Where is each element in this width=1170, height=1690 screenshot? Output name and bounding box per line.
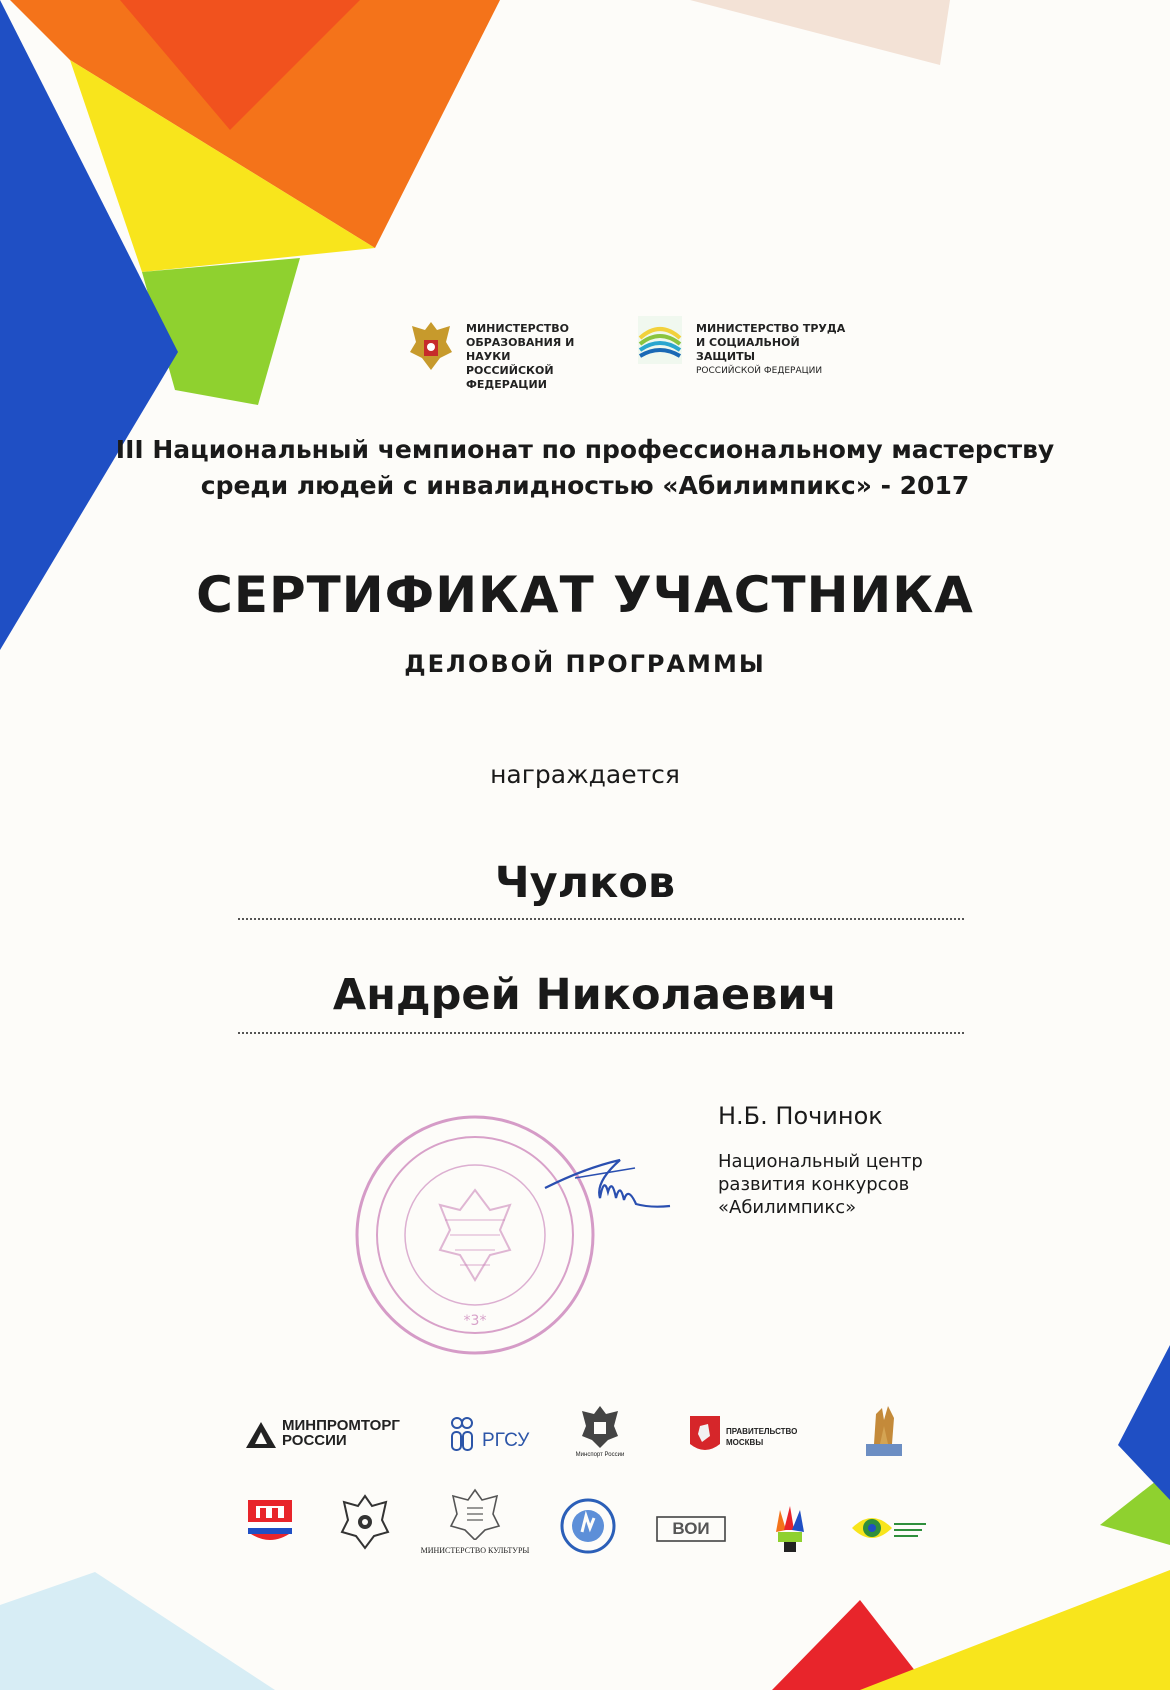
rainbow-icon <box>638 316 682 364</box>
signature <box>540 1148 680 1228</box>
certificate-title: СЕРТИФИКАТ УЧАСТНИКА <box>196 566 974 624</box>
championship-title <box>0 432 1170 504</box>
ministry-education-logo <box>406 318 606 391</box>
surname-dotted-line <box>238 918 964 920</box>
recipient-surname: Чулков <box>494 858 676 908</box>
bottom-left-shape <box>0 1572 275 1690</box>
championship-line1: III Национальный чемпионат по профессиональному мастерству <box>115 435 1055 464</box>
voi-logo <box>656 1516 726 1542</box>
awarded-label: награждается <box>490 760 680 789</box>
ministry-culture-logo <box>410 1486 540 1560</box>
signatory-organization <box>718 1150 923 1219</box>
minpromtorg-line2: РОССИИ <box>282 1432 347 1449</box>
signatory-org-line3: «Абилимпикс» <box>718 1197 857 1218</box>
eagle-emblem-icon <box>338 1492 392 1552</box>
ministry-labour-line1: МИНИСТЕРСТВО ТРУДА <box>696 322 846 335</box>
moscow-gov-line2: МОСКВЫ <box>726 1438 764 1447</box>
emblem-icon <box>406 318 456 374</box>
deaf-society-icon <box>560 1498 616 1554</box>
eagle-emblem-icon <box>447 1486 503 1540</box>
moscow-gov-logo <box>690 1416 810 1458</box>
figures-monument-icon <box>858 1400 910 1462</box>
minsport-text: Минспорт России <box>575 1452 625 1458</box>
moscow-coat-of-arms-icon <box>690 1416 720 1456</box>
emblem-icon <box>578 1404 622 1448</box>
bottom-yellow-shape <box>860 1570 1170 1690</box>
signatory-org-line2: развития конкурсов <box>718 1174 910 1195</box>
pension-fund-icon <box>242 1492 298 1548</box>
vision-society-icon <box>848 1506 928 1550</box>
hands-logo-icon <box>770 1502 810 1554</box>
ministry-labour-line2: И СОЦИАЛЬНОЙ ЗАЩИТЫ <box>696 336 800 363</box>
signatory-name: Н.Б. Починок <box>718 1102 883 1130</box>
ministry-education-line3: РОССИЙСКОЙ ФЕДЕРАЦИИ <box>466 364 554 391</box>
rgsu-text: РГСУ <box>482 1430 530 1451</box>
ministry-labour-line3: РОССИЙСКОЙ ФЕДЕРАЦИИ <box>696 366 823 376</box>
ministry-education-line1: МИНИСТЕРСТВО <box>466 322 570 335</box>
given-names-dotted-line <box>238 1032 964 1034</box>
recipient-given-names: Андрей Николаевич <box>332 970 838 1020</box>
svg-text:*3*: *3* <box>463 1313 487 1329</box>
minsport-logo <box>574 1404 626 1468</box>
ministry-labour-logo <box>638 316 846 376</box>
voi-text: ВОИ <box>672 1519 710 1538</box>
top-right-shape <box>690 0 950 65</box>
moscow-gov-line1: ПРАВИТЕЛЬСТВО <box>726 1427 798 1436</box>
rgsu-logo <box>448 1414 548 1456</box>
certificate-subtitle: ДЕЛОВОЙ ПРОГРАММЫ <box>404 650 766 678</box>
triangle-icon <box>246 1422 276 1448</box>
signatory-org-line1: Национальный центр <box>718 1151 923 1172</box>
people-icon <box>448 1416 476 1452</box>
minpromtorg-logo <box>246 1414 416 1454</box>
ministry-education-line2: ОБРАЗОВАНИЯ И НАУКИ <box>466 336 575 363</box>
championship-line2: среди людей с инвалидностью «Абилимпикс» - 2017 <box>200 471 970 500</box>
minpromtorg-line1: МИНПРОМТОРГ <box>282 1417 400 1434</box>
ministry-culture-text: МИНИСТЕРСТВО КУЛЬТУРЫ <box>420 1546 530 1555</box>
bottom-blue-shape <box>1118 1345 1170 1500</box>
